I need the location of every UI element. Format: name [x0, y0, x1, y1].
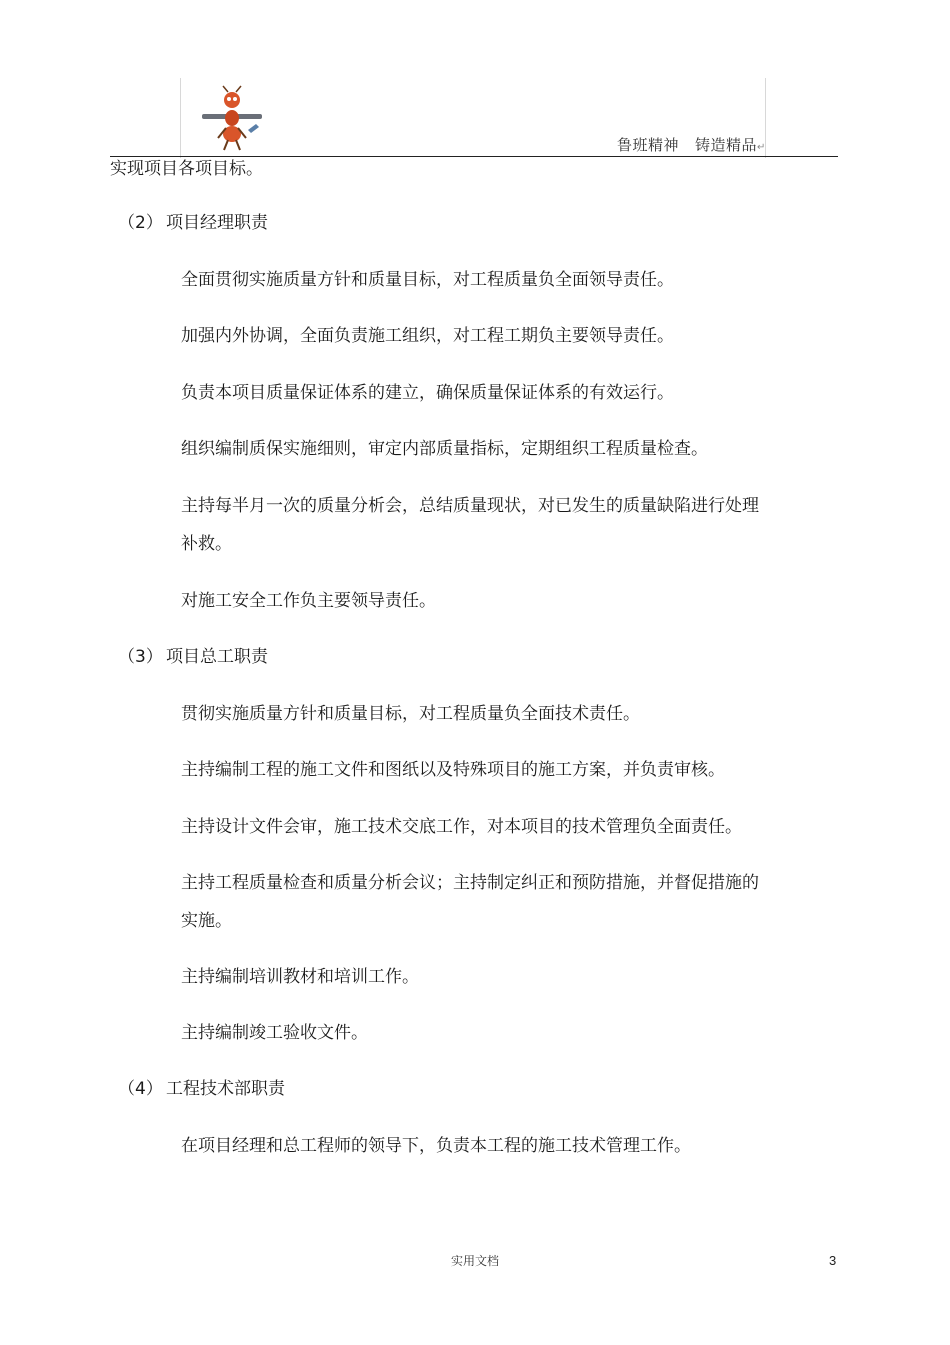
- paragraph: 组织编制质保实施细则，审定内部质量指标，定期组织工程质量检查。: [181, 439, 708, 459]
- section-heading: [118, 1077, 285, 1101]
- header-left-divider: [180, 78, 181, 158]
- paragraph: 在项目经理和总工程师的领导下，负责本工程的施工技术管理工作。: [181, 1136, 691, 1156]
- paragraph: 主持工程质量检查和质量分析会议；主持制定纠正和预防措施，并督促措施的: [181, 873, 759, 893]
- paragraph: 主持设计文件会审，施工技术交底工作，对本项目的技术管理负全面责任。: [181, 817, 742, 837]
- paragraph: 对施工安全工作负主要领导责任。: [181, 591, 436, 611]
- paragraph-continuation: 实施。: [181, 911, 232, 931]
- section-heading: [118, 211, 268, 235]
- paragraph: 主持编制工程的施工文件和图纸以及特殊项目的施工方案，并负责审核。: [181, 760, 725, 780]
- lead-paragraph: 实现项目各项目标。: [110, 159, 263, 179]
- page-number: 3: [829, 1253, 837, 1268]
- paragraph: 主持每半月一次的质量分析会，总结质量现状，对已发生的质量缺陷进行处理: [181, 496, 759, 516]
- section-number: （2）: [118, 213, 163, 233]
- section-title: 工程技术部职责: [166, 1079, 285, 1099]
- paragraph: 贯彻实施质量方针和质量目标，对工程质量负全面技术责任。: [181, 704, 640, 724]
- paragraph: 主持编制竣工验收文件。: [181, 1023, 368, 1043]
- header-slogan: [617, 134, 766, 155]
- paragraph: 主持编制培训教材和培训工作。: [181, 967, 419, 987]
- paragraph: 全面贯彻实施质量方针和质量目标，对工程质量负全面领导责任。: [181, 270, 674, 290]
- paragraph: 负责本项目质量保证体系的建立，确保质量保证体系的有效运行。: [181, 383, 674, 403]
- section-heading: [118, 645, 268, 669]
- slogan-right: 铸造精品: [695, 136, 758, 154]
- paragraph: 加强内外协调，全面负责施工组织，对工程工期负主要领导责任。: [181, 326, 674, 346]
- paragraph-mark: ↵: [757, 142, 766, 153]
- ant-mascot-logo: [196, 84, 266, 154]
- section-number: （4）: [118, 1079, 163, 1099]
- paragraph-continuation: 补救。: [181, 534, 232, 554]
- section-title: 项目总工职责: [166, 647, 268, 667]
- footer-label: 实用文档: [450, 1254, 499, 1268]
- section-number: （3）: [118, 647, 163, 667]
- slogan-left: 鲁班精神: [617, 136, 680, 154]
- section-title: 项目经理职责: [166, 213, 268, 233]
